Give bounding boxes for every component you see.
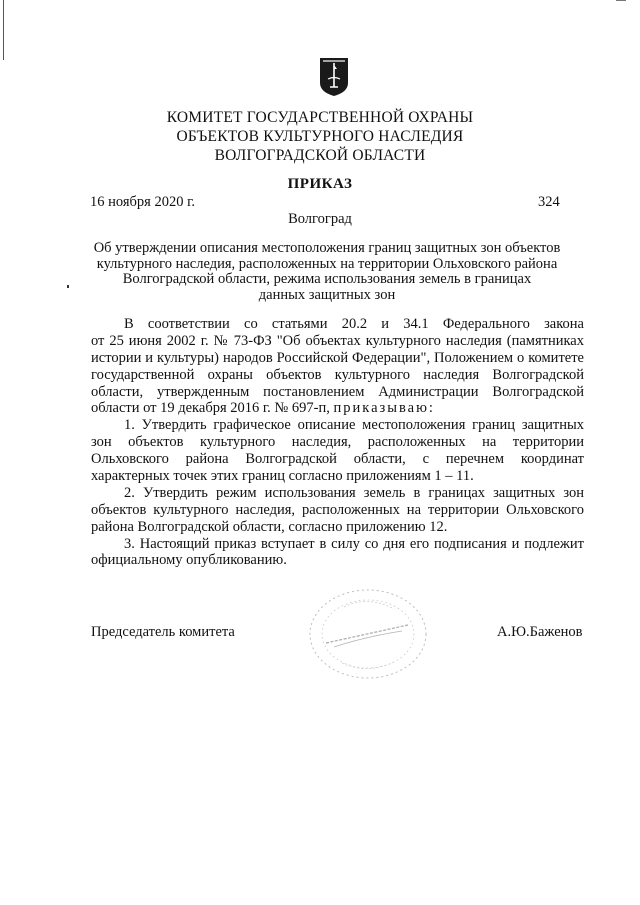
order-date: 16 ноября 2020 г. xyxy=(90,194,196,210)
scan-speck xyxy=(67,285,69,288)
item-1-line: зон объектов культурного наследия, расположенных на территории xyxy=(91,434,584,451)
committee-line: ОБЪЕКТОВ КУЛЬТУРНОГО НАСЛЕДИЯ xyxy=(176,128,464,145)
signer-position: Председатель комитета xyxy=(91,624,235,640)
subject-line: культурного наследия, расположенных на территории Ольховского района xyxy=(96,255,558,272)
item-1-line: Ольховского района Волгоградской области, с перечнем координат xyxy=(91,451,584,468)
subject-line: данных защитных зон xyxy=(258,286,396,303)
volgograd-coat-of-arms-emblem xyxy=(319,57,349,97)
committee-line: КОМИТЕТ ГОСУДАРСТВЕННОЙ ОХРАНЫ xyxy=(166,109,474,126)
subject-line: Об утверждении описания местоположения границ защитных зон объектов xyxy=(93,240,561,256)
official-stamp-seal xyxy=(304,585,432,683)
item-1-line: характерных точек этих границ согласно приложениям 1 – 11. xyxy=(91,468,474,485)
preamble-line: государственной охраны объектов культурного наследия Волгоградской xyxy=(91,366,584,383)
item-1-line: 1. Утвердить графическое описание местоположения границ защитных xyxy=(124,417,584,434)
preamble-line: области, утвержденным постановлением Администрации Волгоградской xyxy=(91,383,584,400)
order-subject xyxy=(92,241,562,303)
item-2-line: объектов культурного наследия, расположенных на территории Ольховского xyxy=(91,501,584,518)
subject-line: Волгоградской области, режима использования земель в границах xyxy=(122,271,532,287)
item-2-line: 2. Утвердить режим использования земель в границах защитных зон xyxy=(124,484,584,501)
preamble-last-text: области от 19 декабря 2016 г. № 697-п, xyxy=(91,400,330,417)
preamble-keyword: приказываю: xyxy=(333,400,435,417)
preamble-line: от 25 июня 2002 г. № 73-ФЗ "Об объектах культурного наследия (памятниках xyxy=(91,332,584,349)
committee-line: ВОЛГОГРАДСКОЙ ОБЛАСТИ xyxy=(214,147,426,164)
order-number: 324 xyxy=(538,194,560,210)
preamble-line: истории и культуры) народов Российской Федерации", Положением о комитете xyxy=(91,349,584,366)
preamble-last-line xyxy=(91,400,584,417)
item-3-line: 3. Настоящий приказ вступает в силу со дня его подписания и подлежит xyxy=(124,535,584,552)
order-body xyxy=(91,316,584,569)
order-city: Волгоград xyxy=(288,211,352,227)
order-title: ПРИКАЗ xyxy=(287,176,353,192)
committee-name xyxy=(0,108,640,165)
scan-edge-line xyxy=(3,0,4,60)
scan-mark xyxy=(616,0,626,5)
item-2-line: района Волгоградской области, согласно приложению 12. xyxy=(91,518,448,535)
signer-name: А.Ю.Баженов xyxy=(497,624,583,640)
item-3-line: официальному опубликованию. xyxy=(91,552,287,569)
preamble-line: В соответствии со статьями 20.2 и 34.1 Федерального закона xyxy=(124,316,584,332)
